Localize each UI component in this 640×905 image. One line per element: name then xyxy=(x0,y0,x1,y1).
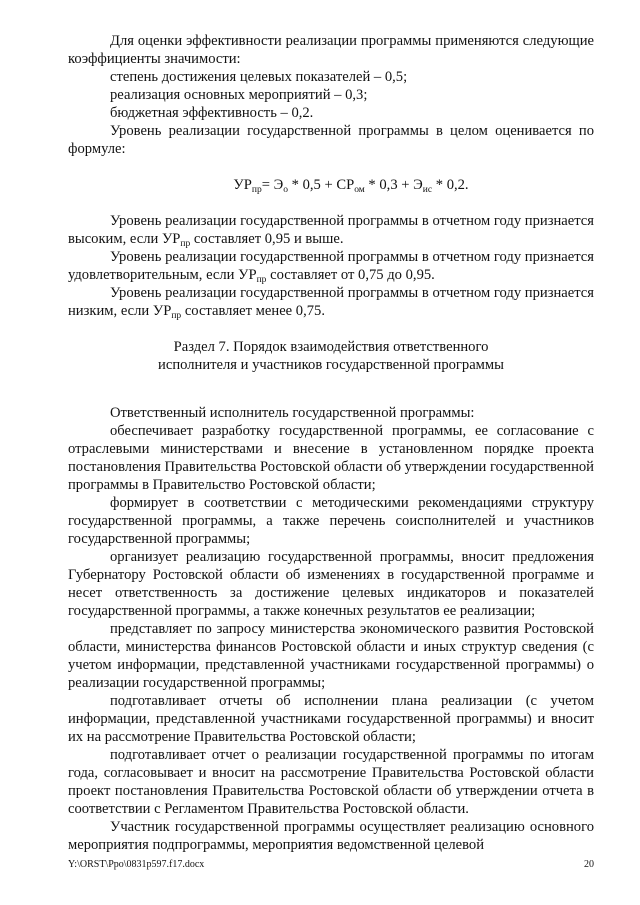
body-paragraph: подготавливает отчеты об исполнении плана реализации (с учетом информации, представленной участниками государственной программы) и вносит их на рассмотрение Правительства Ростовской области; xyxy=(68,693,594,745)
body-paragraph: подготавливает отчет о реализации государственной программы по итогам года, согласовывает и вносит на рассмотрение Правительства Ростовской области проект постановления Правительства Ростовской области об утверждении отчета в соответствии с Регламентом Правительства Ростовской области. xyxy=(68,747,594,817)
coefficient-item: реализация основных мероприятий – 0,3; xyxy=(110,87,368,103)
coefficient-item: бюджетная эффективность – 0,2. xyxy=(110,105,314,121)
section-heading xyxy=(68,338,594,374)
intro-paragraph: Для оценки эффективности реализации программы применяются следующие коэффициенты значимости: xyxy=(68,33,594,67)
body-paragraph: формирует в соответствии с методическими рекомендациями структуру государственной программы, а также перечень соисполнителей и участников государственной программы; xyxy=(68,495,594,547)
page-number: 20 xyxy=(584,859,594,870)
body-paragraph: представляет по запросу министерства экономического развития Ростовской области, министерства финансов Ростовской области и иных структур сведения (с учетом информации, представленной участниками государственной программы) о реализации государственной программы; xyxy=(68,621,594,691)
file-path: Y:\ORST\Ppo\0831p597.f17.docx xyxy=(68,859,205,870)
section-heading-line: исполнителя и участников государственной программы xyxy=(158,357,504,373)
body-paragraph: Участник государственной программы осуществляет реализацию основного мероприятия подпрограммы, мероприятия ведомственной целевой xyxy=(68,819,594,853)
body-lead: Ответственный исполнитель государственной программы: xyxy=(110,405,475,421)
body-paragraph: организует реализацию государственной программы, вносит предложения Губернатору Ростовской области об изменениях в государственной программе и несет ответственность за достижение целевых индикаторов и показателей государственной программы, а также конечных результатов ее реализации; xyxy=(68,549,594,619)
document-page xyxy=(68,32,594,854)
section-heading-line: Раздел 7. Порядок взаимодействия ответственного xyxy=(173,339,489,355)
level-high: Уровень реализации государственной программы в отчетном году признается высоким, если $УР_{пр}$ составляет 0,95 и выше. xyxy=(68,213,594,249)
body-paragraph: обеспечивает разработку государственной программы, ее согласование с отраслевыми министерствами и внесение в установленном порядке проекта постановления Правительства Ростовской области об утверждении государственной программы в Правительство Ростовской области; xyxy=(68,423,594,493)
formula: $УР_{пр}= Э_о * 0,5 + СР_{ом} * 0,3 + Э_{ис} * 0,2$. xyxy=(233,177,469,195)
formula-intro: Уровень реализации государственной программы в целом оценивается по формуле: xyxy=(68,123,594,157)
level-low: Уровень реализации государственной программы в отчетном году признается низким, если $УР_{пр}$ составляет менее 0,75. xyxy=(68,285,594,321)
level-satisfactory: Уровень реализации государственной программы в отчетном году признается удовлетворительным, если $УР_{пр}$ составляет от 0,75 до 0,95. xyxy=(68,249,594,285)
coefficient-item: степень достижения целевых показателей – 0,5; xyxy=(110,69,408,85)
